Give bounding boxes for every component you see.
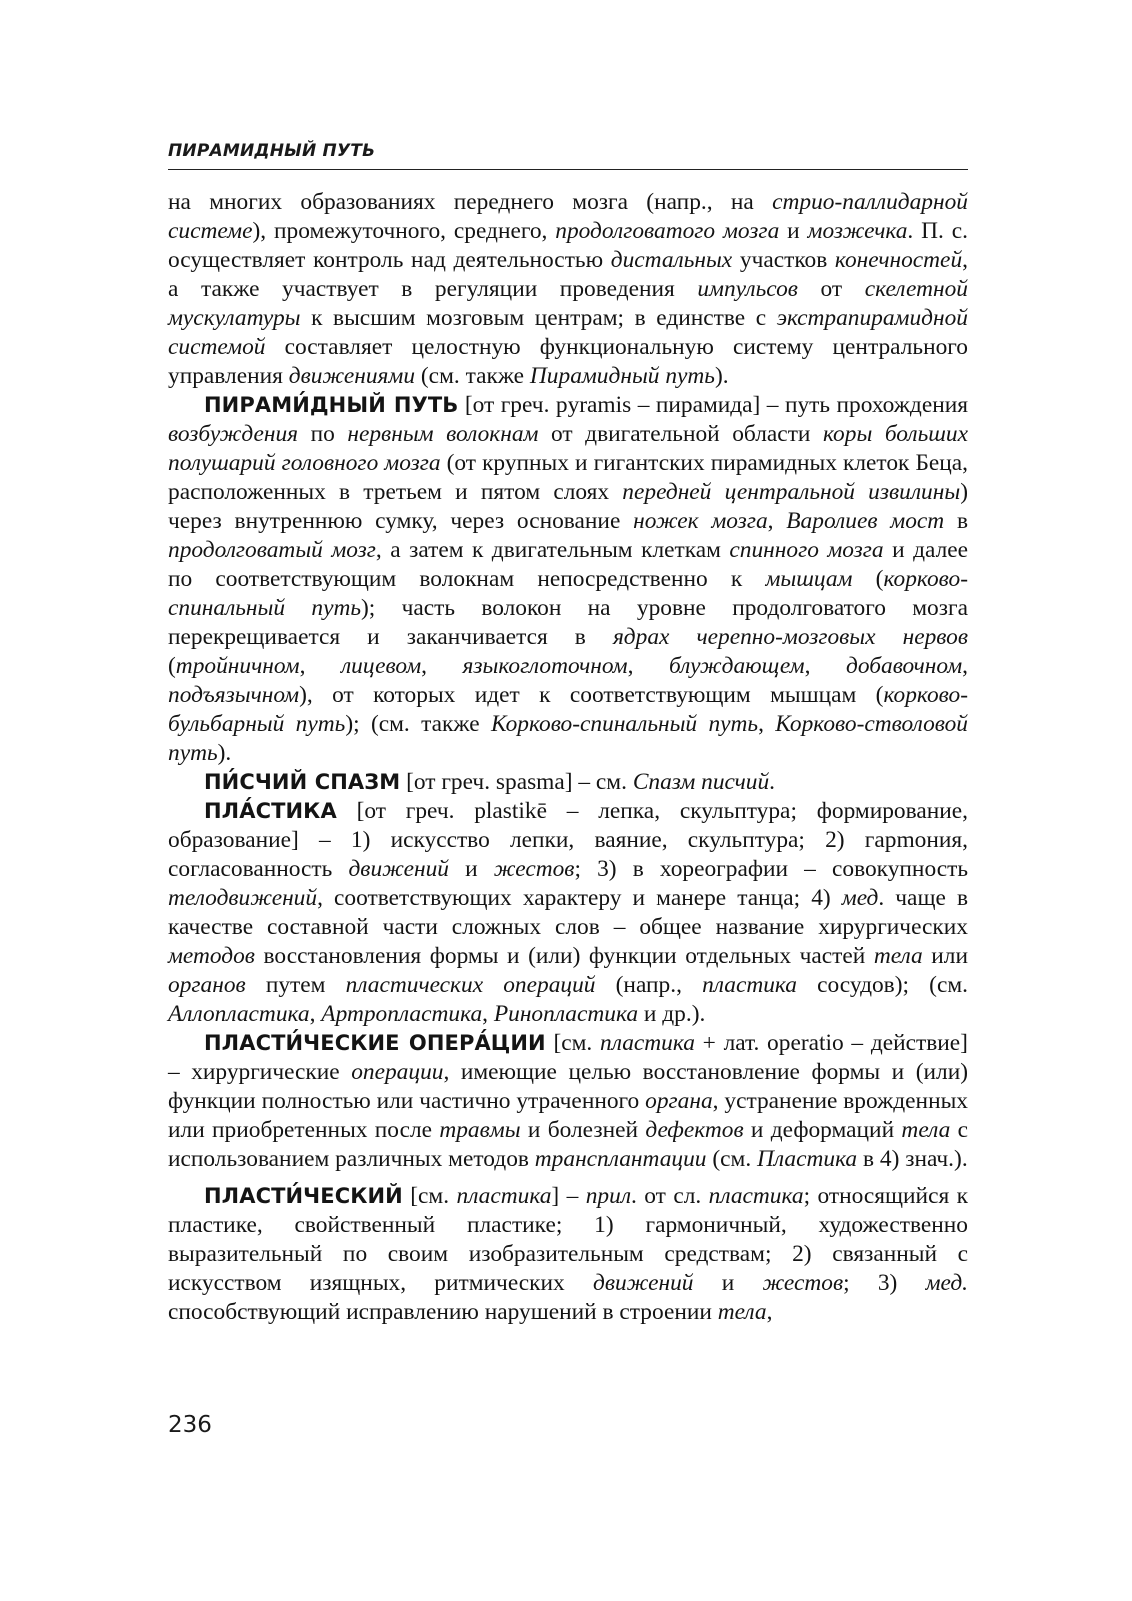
page-body [168, 188, 968, 1327]
dictionary-entry [168, 391, 968, 768]
italic-term: органов [168, 972, 246, 998]
text-run: в 4) знач.). [857, 1146, 968, 1172]
text-run: , устранение врожденных или приобретенных после [168, 1088, 969, 1143]
text-run: ) через внутреннюю сумку, через основание [168, 479, 968, 534]
italic-term: Пирамидный путь [529, 363, 715, 389]
text-run: ); часть волокон на уровне продолговатого мозга перекрещивается и заканчивается в [168, 595, 968, 650]
italic-term: пластика [600, 1030, 695, 1056]
text-run: ; 3) [843, 1270, 926, 1296]
text-run: , [482, 1001, 494, 1027]
italic-term: ядрах черепно-мозговых нервов [612, 624, 968, 650]
text-run: , соответствующих характеру и манере танца; 4) [317, 885, 842, 911]
italic-term: нервным волокнам [347, 421, 539, 447]
text-run: ; относящийся к пластике, свойственный пластике; 1) гармоничный, художественно выразительный по своим изобразительным средствам; 2) связанный с искусством изящных, ритмических [168, 1183, 968, 1296]
text-run: , [309, 1001, 322, 1027]
italic-term: блуждающем [669, 653, 805, 679]
text-run: . [769, 769, 775, 795]
dictionary-entry [168, 1182, 968, 1327]
text-run: ), от которых идет к соответствующим мышцам ( [299, 682, 884, 708]
text-run: , [627, 653, 669, 679]
continuation-paragraph [168, 188, 968, 391]
text-run: , [299, 653, 341, 679]
entry-headword: ПИРАМИ́ДНЫЙ ПУТЬ [204, 393, 459, 417]
italic-term: продолговатый мозг [168, 537, 376, 563]
italic-term: Аллопластика [168, 1001, 310, 1027]
italic-term: лицевом [340, 653, 422, 679]
text-run: , имеющие целью восстановление формы и (или) функции полностью или частично утраченного [168, 1059, 968, 1114]
text-run: сосудов); (см. [796, 972, 968, 998]
text-run: ), промежуточного, среднего, [252, 218, 556, 244]
header-rule [168, 169, 968, 170]
italic-term: методов [168, 943, 255, 969]
italic-term: дефектов [645, 1117, 744, 1143]
text-run: к высшим мозговым центрам; в единстве с [300, 305, 777, 331]
italic-term: органа [645, 1088, 713, 1114]
italic-term: дистальных [610, 247, 733, 273]
text-run: и [448, 856, 494, 882]
italic-term: жестов [493, 856, 575, 882]
dictionary-entry [168, 768, 968, 797]
italic-term: пластика [708, 1183, 804, 1209]
italic-term: скелетной мускулатуры [168, 276, 968, 331]
italic-term: трансплантации [534, 1146, 707, 1172]
italic-term: движениями [288, 363, 416, 389]
text-run: на многих образованиях переднего мозга (напр., на [168, 189, 773, 215]
italic-term: экстрапирамидной системой [168, 305, 968, 360]
italic-term: импульсов [697, 276, 798, 302]
text-run: от двигательной области [538, 421, 823, 447]
text-run: [от греч. pyramis – пирамида] – путь прохождения [458, 392, 968, 418]
text-run: и [779, 218, 808, 244]
italic-term: спинного мозга [729, 537, 884, 563]
italic-term: пластических операций [345, 972, 596, 998]
italic-term: возбуждения [168, 421, 299, 447]
italic-term: мед. [925, 1270, 969, 1296]
text-run: . чаще в качестве составной части сложных слов – общее название хирургических [168, 885, 968, 940]
text-run: и деформаций [743, 1117, 902, 1143]
italic-term: мышцам [765, 566, 853, 592]
text-run: , [758, 711, 776, 737]
italic-term: стрио-паллидарной системе [168, 189, 968, 244]
text-run: , [766, 1299, 773, 1325]
text-run: , [804, 653, 847, 679]
italic-term: мед [841, 885, 879, 911]
text-run: , а также участвует в регуляции проведения [168, 247, 968, 302]
text-run: (от крупных и гигантских пирамидных клеток Беца, расположенных в третьем и пятом слоях [168, 450, 969, 505]
text-run: в [944, 508, 968, 534]
text-run: восстановления формы и (или) функции отдельных частей [254, 943, 874, 969]
italic-term: движений [348, 856, 449, 882]
italic-term: пластика [456, 1183, 552, 1209]
italic-term: Артропластика [321, 1001, 483, 1027]
text-run: (напр., [595, 972, 703, 998]
italic-term: языкоглоточном [462, 653, 628, 679]
italic-term: жестов [762, 1270, 844, 1296]
text-run: ] – [551, 1183, 586, 1209]
text-run: от [797, 276, 865, 302]
text-run: ( [168, 653, 176, 679]
italic-term: Корково-стволовой путь [168, 711, 969, 766]
italic-term: корково-спинальный путь [168, 566, 968, 621]
text-run: участков [732, 247, 835, 273]
text-run: (см. также [415, 363, 530, 389]
text-run: и [693, 1270, 763, 1296]
dictionary-entry [168, 797, 968, 1029]
text-run: и др.). [638, 1001, 706, 1027]
italic-term: конечностей [834, 247, 963, 273]
entry-headword: ПЛАСТИ́ЧЕСКИЙ [204, 1184, 403, 1208]
text-run: и далее по соответствующим волокнам непосредственно к [168, 537, 969, 592]
italic-term: тела [717, 1299, 767, 1325]
italic-term: Корково-спинальный путь [490, 711, 759, 737]
text-run: [от греч. plastikē – лепка, скульптура; формирование, образование] – 1) искусство лепки, ваяние, скульптура; 2) гарmония, согласованность [168, 798, 968, 882]
italic-term: подъязычном [168, 682, 300, 708]
text-run: составляет целостную функциональную систему центрального управления [168, 334, 968, 389]
text-run: ; 3) в хореографии – совокупность [574, 856, 968, 882]
italic-term: телодвижений [168, 885, 318, 911]
text-run: и болезней [520, 1117, 646, 1143]
text-run: ). [217, 740, 232, 766]
text-run: [см. [545, 1030, 601, 1056]
text-run: . П. с. осуществляет контроль над деятельностью [168, 218, 968, 273]
italic-term: коры больших полушарий головного мозга [168, 421, 968, 476]
running-head: ПИРАМИДНЫЙ ПУТЬ [168, 141, 376, 161]
entry-headword: ПИ́СЧИЙ СПАЗМ [204, 770, 401, 794]
italic-term: ножек мозга [633, 508, 768, 534]
text-run: ). [714, 363, 729, 389]
text-run: по [298, 421, 348, 447]
italic-term: тела [873, 943, 923, 969]
italic-term: мозжечка [807, 218, 908, 244]
italic-term: пластика [702, 972, 797, 998]
text-run: , а затем к двигательным клеткам [375, 537, 730, 563]
text-run: [от греч. spasma] – см. [400, 769, 633, 795]
entry-headword: ПЛА́СТИКА [204, 799, 337, 823]
text-run: способствующий исправлению нарушений в строении [168, 1299, 718, 1325]
italic-term: Ринопластика [493, 1001, 639, 1027]
italic-term: тела [901, 1117, 951, 1143]
text-run: , [767, 508, 787, 534]
text-run: , [421, 653, 463, 679]
italic-term: Пластика [757, 1146, 858, 1172]
text-run: или [922, 943, 968, 969]
text-run: , [962, 653, 968, 679]
italic-term: корково-бульбарный путь [168, 682, 968, 737]
italic-term: операции [351, 1059, 444, 1085]
italic-term: прил [585, 1183, 632, 1209]
entry-headword: ПЛАСТИ́ЧЕСКИЕ ОПЕРА́ЦИИ [204, 1031, 546, 1055]
text-run: [см. [402, 1183, 457, 1209]
text-run: (см. [706, 1146, 758, 1172]
italic-term: Варолиев мост [786, 508, 945, 534]
text-run: ( [852, 566, 884, 592]
text-run: путем [245, 972, 346, 998]
italic-term: продолговатого мозга [555, 218, 780, 244]
italic-term: добавочном [846, 653, 963, 679]
text-run: с использованием различных методов [168, 1117, 968, 1172]
italic-term: травмы [439, 1117, 521, 1143]
text-run: . от сл. [631, 1183, 709, 1209]
text-run: + лат. operatio – действие] – хирургические [168, 1030, 968, 1085]
italic-term: тройничном [175, 653, 300, 679]
dictionary-entry [168, 1029, 968, 1174]
italic-term: передней центральной извилины [622, 479, 961, 505]
page-number: 236 [168, 1412, 212, 1438]
text-run: ); (см. также [345, 711, 491, 737]
italic-term: движений [592, 1270, 694, 1296]
italic-term: Спазм писчий [632, 769, 770, 795]
